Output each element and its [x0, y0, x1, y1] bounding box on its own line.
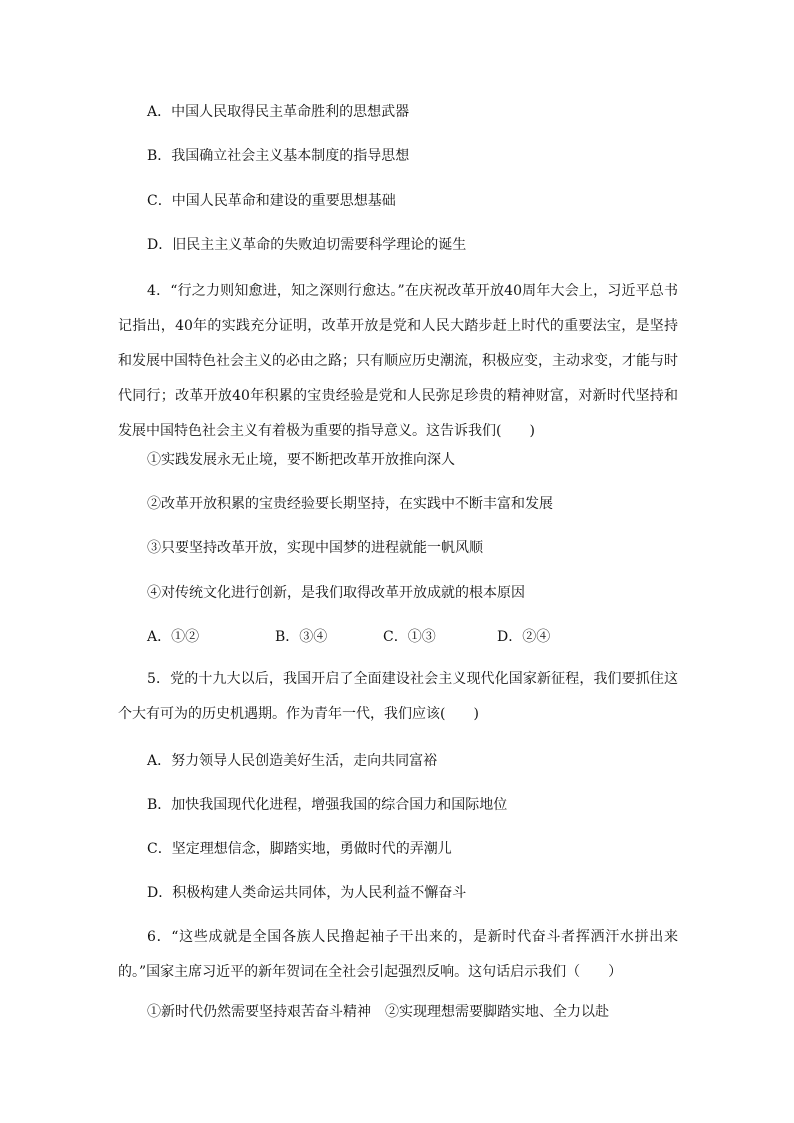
q4-options-row: [147, 627, 667, 647]
q5-stem: 5．党的十九大以后，我国开启了全面建设社会主义现代化国家新征程，我们要抓住这个大有可为的历史机遇期。作为青年一代，我们应该( ): [118, 671, 678, 722]
q6-stem: 6．“这些成就是全国各族人民撸起袖子干出来的，是新时代奋斗者挥洒汗水拼出来的。”国家主席习近平的新年贺词在全社会引起强烈反响。这句话启示我们（ ）: [118, 929, 678, 980]
q3-option-c: C．中国人民革命和建设的重要思想基础: [147, 193, 396, 209]
q3-option-a: A．中国人民取得民主革命胜利的思想武器: [147, 104, 410, 120]
q5-option-d: D．积极构建人类命运共同体，为人民利益不懈奋斗: [147, 885, 467, 901]
q5-option-a: A．努力领导人民创造美好生活，走向共同富裕: [147, 753, 438, 769]
q4-option-d: D．②④: [497, 629, 551, 645]
q4-option-c: C．①③: [383, 629, 436, 645]
q4-option-b: B．③④: [275, 629, 328, 645]
q3-option-d: D．旧民主主义革命的失败迫切需要科学理论的诞生: [147, 237, 467, 253]
q4-option-a: A．①②: [147, 629, 200, 645]
q4-statement-1: ①实践发展永无止境，要不断把改革开放推向深人: [147, 452, 455, 468]
q4-statement-3: ③只要坚持改革开放，实现中国梦的进程就能一帆风顺: [147, 540, 483, 556]
q3-option-b: B．我国确立社会主义基本制度的指导思想: [147, 148, 410, 164]
q6-statements-line: ①新时代仍然需要坚持艰苦奋斗精神 ②实现理想需要脚踏实地、全力以赴: [147, 1004, 609, 1020]
q5-option-b: B．加快我国现代化进程，增强我国的综合国力和国际地位: [147, 797, 508, 813]
q5-option-c: C．坚定理想信念，脚踏实地，勇做时代的弄潮儿: [147, 841, 452, 857]
q4-statement-2: ②改革开放积累的宝贵经验要长期坚持，在实践中不断丰富和发展: [147, 496, 553, 512]
q4-stem: 4．“行之力则知愈进，知之深则行愈达。”在庆祝改革开放40周年大会上，习近平总书记指出，40年的实践充分证明，改革开放是党和人民大踏步赶上时代的重要法宝，是坚持和发展中国特色社会主义的必由之路；只有顺应历史潮流，积极应变，主动求变，才能与时代同行；改革开放40年积累的宝贵经验是党和人民弥足珍贵的精神财富，对新时代坚持和发展中国特色社会主义有着极为重要的指导意义。这告诉我们( ): [118, 283, 678, 439]
q4-statement-4: ④对传统文化进行创新，是我们取得改革开放成就的根本原因: [147, 585, 525, 601]
